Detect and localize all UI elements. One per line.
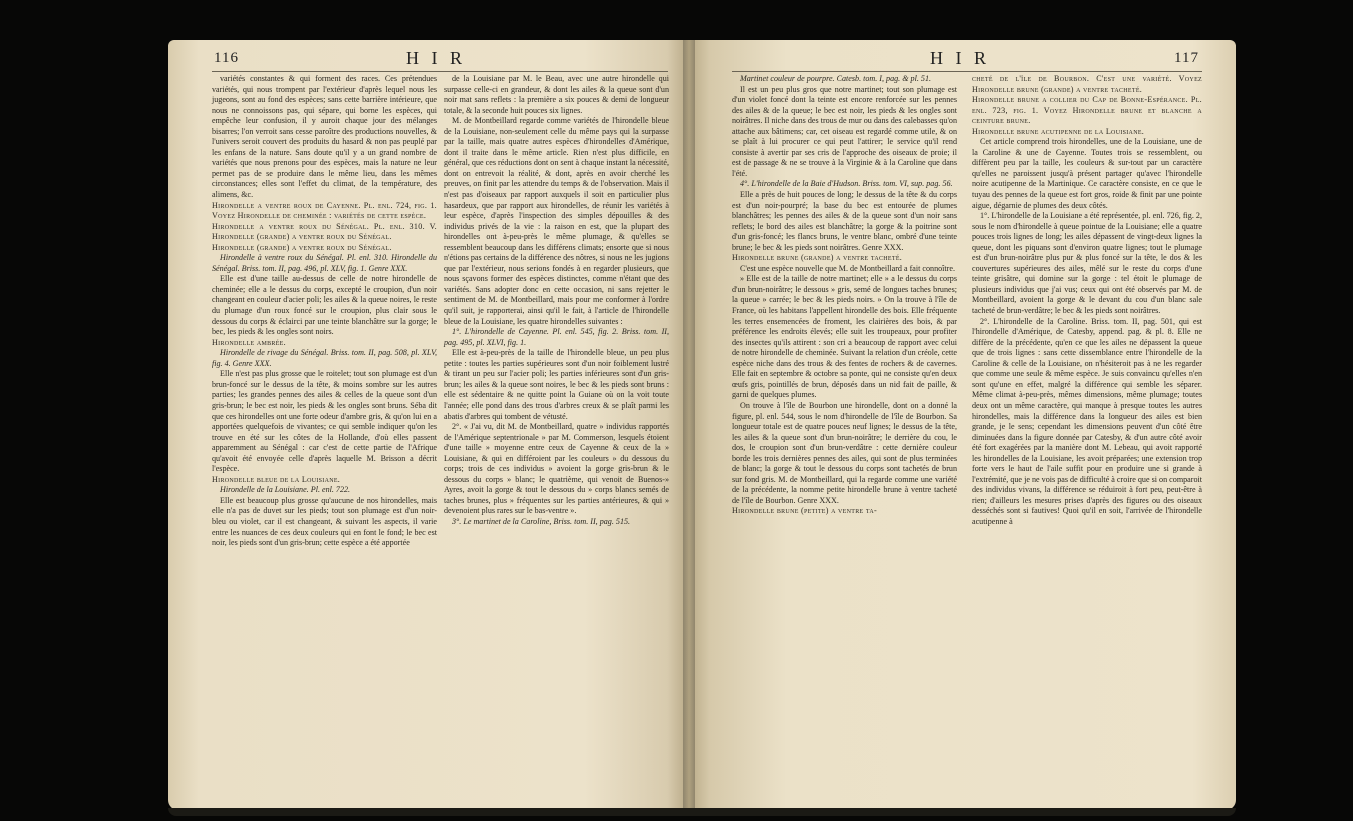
paragraph: C'est une espèce nouvelle que M. de Montbeillard a fait connoître. [740, 263, 955, 273]
citation: Hirondelle de la Louisiane. Pl. enl. 722. [220, 485, 351, 495]
paragraph: » Elle est de la taille de notre martinet; elle » a le dessus du corps d'un brun-noirâtre; le dessous » gris, semé de longues taches brunes; la queue » carrée; le bec & les pieds noirs. » On la trouve à l'île de France, où les habitans l'appellent hirondelle des bois. Elle fréquente les terres ensemencées de froment, les clairières des bois, & par préférence les endroits élevés; elle suit les troupeaux, pour profiter des insectes qu'ils attirent : son cri a beaucoup de rapport avec celui de notre hirondelle de cheminée. Suivant la relation d'un créole, cette espèce niche dans des trous & des fentes de rochers & de cavernes. Elle fait en septembre & octobre sa ponte, qui ne consiste qu'en deux œufs gris, pointillés de brun, déposés dans un nid fait de paille, & garni de quelques plumes. [732, 274, 957, 400]
citation: Martinet couleur de pourpre. Catesb. tom. I, pag. & pl. 51. [740, 74, 932, 83]
entry-heading: Hirondelle a ventre roux du Sénégal. Pl. enl. 310. V. Hirondelle (grande) a ventre roux du Sénégal. [212, 221, 437, 242]
page-number-right: 117 [1174, 50, 1199, 66]
paragraph: On trouve à l'île de Bourbon une hirondelle, dont on a donné la figure, pl. enl. 544, sous le nom d'hirondelle de l'île de Bourbon. Sa longueur totale est de quatre pouces neuf lignes; le dessus de la tête, les ailes & la queue sont d'un brun-noirâtre; le derrière du cou, le dos, le croupion sont d'un brun-verdâtre : cette dernière couleur borde les trois dernières pennes des ailes, qui sont de plus terminées de blanc; la gorge & tout le dessous du corps sont tachetés de brun sur fond gris. M. de Montbeillard, qui la regarde comme une variété de la précédente, la nomme petite hirondelle brune à ventre tacheté de l'île de Bourbon. Genre XXX. [732, 400, 957, 505]
right-page [688, 40, 1236, 810]
entry-heading: Hirondelle brune a collier du Cap de Bonne-Espérance. Pl. enl. 723, fig. 1. Voyez Hirondelle brune et blanche a ceinture brune. [972, 95, 1202, 126]
paragraph: Il est un peu plus gros que notre martinet; tout son plumage est d'un violet foncé dont la teinte est encore renforcée sur les pennes des ailes & de la queue; le bec est noir, les pieds & les ongles sont noirâtres. Il niche dans des trous de mur ou dans des calebasses qu'on attache aux bâtimens; car, cet oiseau est regardé comme utile, & on se plaît à lui procurer ce qui peut l'attirer; le service qu'il rend consiste à avertir par ses cris de l'approche des oiseaux de proie; il est de passage & ne se trouve à la Virginie & à la Caroline que dans l'été. [732, 84, 957, 178]
paragraph: 2°. L'hirondelle de la Caroline. Briss. tom. II, pag. 501, qui est l'hirondelle d'Amérique, de Catesby, append. pag. & pl. 8. Elle ne diffère de la précédente, qu'en ce que les ailes ne dépassent la queue que de trois lignes : sans cette dissemblance entre l'hirondelle de la Caroline & celle de la Louisiane, on n'hésiteroit pas à ne les regarder que comme une seule & même espèce. Je suis convaincu qu'elles n'en sont qu'une en effet, malgré la différence qui semble les séparer. Même climat à-peu-près, mêmes dimensions, même plumage; toutes deux ont un même caractère, qui manque à presque toutes les autres hirondelles, mais la différence dans la longueur des ailes est bien grande, je le sens; cependant les dimensions peuvent d'un côté être diminuées dans la figure donnée par Catesby, & d'un autre côté avoir été fort exagérées par la manière dont M. Lebeau, qui avoit rapporté les hirondelles de la Louisiane, les avoit préparées; une extension trop forte vers le haut de l'aile suffit pour en produire une si grande à l'extrémité, que je ne vois pas de difficulté à croire que si on comparoit des individus vivans, la différence se réduiroit à fort peu, peut-être à rien; d'ailleurs les mesures prises d'après des figures ou des oiseaux desséchés sont si fautives! Quoi qu'il en soit, l'arrivée de l'hirondelle acutipenne à [972, 316, 1202, 526]
citation: 1°. L'hirondelle de Cayenne. Pl. enl. 545, fig. 2. Briss. tom. II, pag. 495, pl. XLVI, fig. 1. [444, 327, 669, 347]
running-head-left: H I R [406, 48, 466, 68]
book-edge [168, 808, 1236, 816]
left-page-column-1 [212, 74, 437, 549]
page-number-left: 116 [214, 50, 239, 66]
citation: 3°. Le martinet de la Caroline, Briss. tom. II, pag. 515. [452, 516, 631, 526]
paragraph: Elle est beaucoup plus grosse qu'aucune de nos hirondelles, mais elle n'a pas de duvet sur les pieds; tout son plumage est d'un noir-bleu ou violet, car il est changeant, & suivant les aspects, il varie entre les nuances de ces deux couleurs qui en font le fond; le bec est noir, les pieds sont d'un gris-brun; cette espèce a été apportée [212, 495, 437, 548]
entry-heading: Hirondelle ambrée. [212, 337, 286, 347]
paragraph: Elle n'est pas plus grosse que le roitelet; tout son plumage est d'un brun-foncé sur le dessus de la tête, & moins sombre sur les autres parties; les grandes pennes des ailes & celles de la queue sont d'un gris-brun; le bec est noir, les pieds & les ongles sont bruns. Séba dit que ces hirondelles ont une forte odeur d'ambre gris, & qu'on lui en a apportées quelquefois de vivantes; ce qui semble indiquer qu'on les trouve en été sur les côtes de la Hollande, d'où elles passent apparemment au Sénégal : car c'est de cette partie de l'Afrique qu'avoit été envoyée celle d'après laquelle M. Brisson a décrit l'espèce. [212, 369, 437, 474]
entry-heading: Hirondelle a ventre roux de Cayenne. Pl. enl. 724, fig. 1. Voyez Hirondelle de cheminée : variétés de cette espèce. [212, 200, 437, 221]
book-gutter [683, 40, 695, 810]
header-rule-right [732, 71, 1202, 72]
right-page-column-2 [972, 74, 1202, 528]
paragraph: variétés constantes & qui forment des races. Ces prétendues variétés, qui nous trompent par l'extérieur d'après lequel nous les jugeons, sont au fond des espèces; sans cette barrière intérieure, que nous ne connoissons pas, qui sépare, qui borne les espèces, qui empêche leur confusion, il y auroit chaque jour des mélanges bisarres; l'on verroit sans cesse paroître des productions nouvelles, & l'univers seroit couvert des produits du hasard & non pas peuplé par les enfans de la nature. Sans doute qu'il y a un grand nombre de variétés que nous prenons pour des espèces, mais la nature ne leur permet pas de se produire dans le même lieu, dans les mêmes circonstances; elles sont l'effet du climat, de la température, des alimens, &c. [212, 74, 437, 200]
citation: Hirondelle à ventre roux du Sénégal. Pl. enl. 310. Hirondelle du Sénégal. Briss. tom. II, pag. 496, pl. XLV, fig. 1. Genre XXX. [212, 253, 437, 273]
paragraph: 2°. « J'ai vu, dit M. de Montbeillard, quatre » individus rapportés de l'Amérique septentrionale » par M. Commerson, lesquels étoient d'une taille » moyenne entre ceux de Cayenne & ceux de la » Louisiane, & qui en différoient par les couleurs » du dessous du corps; trois de ces individus » avoient la gorge gris-brun & le dessous du corps » blanc; le quatrième, qui venoit de Buenos-» Ayres, avoit la gorge & tout le dessous du » corps blancs semés de taches brunes, plus » fréquentes sur les parties antérieures, & qui » devenoient plus rares sur le bas-ventre ». [444, 422, 669, 516]
entry-heading: Hirondelle brune acutipenne de la Louisiane. [972, 126, 1145, 136]
open-book [168, 40, 1236, 810]
entry-heading: Hirondelle brune (petite) a ventre ta- [732, 506, 877, 516]
paragraph: 1°. L'hirondelle de la Louisiane a été représentée, pl. enl. 726, fig. 2, sous le nom d'hirondelle à queue pointue de la Louisiane; elle a quatre pouces trois lignes de long; les ailes dépassent de vingt-deux lignes la queue, dont les piquans sont d'environ quatre lignes; tout le plumage est d'un brun-noirâtre plus pur & plus foncé sur la tête, le dos & les couvertures supérieures des ailes, mêlé sur le reste du corps d'une teinte grisâtre, qui domine sur la gorge : tel étoit le plumage de plusieurs individus que j'ai vus; ceux qui ont été observés par M. de Montbeillard, avoient la gorge & le devant du cou d'un blanc sale tacheté de brun-verdâtre; le bec & les pieds sont noirâtres. [972, 211, 1202, 316]
running-head-right: H I R [930, 48, 990, 68]
header-rule-left [212, 71, 668, 72]
paragraph: Cet article comprend trois hirondelles, une de la Louisiane, une de la Caroline & une de Cayenne. Toutes trois se ressemblent, ou diffèrent peu par la taille, les couleurs & sur-tout par un caractère qu'elles ne paroissent jusqu'à présent partager qu'avec l'hirondelle noire acutipenne de la Martinique. Ce caractère consiste, en ce que le tuyau des pennes de la queue est fort gros, roide & finit par une pointe aigue, dégarnie de plumes des deux côtés. [972, 137, 1202, 210]
left-page-column-2 [444, 74, 669, 528]
citation: 4°. L'hirondelle de la Baie d'Hudson. Briss. tom. VI, sup. pag. 56. [740, 179, 953, 189]
entry-heading: Hirondelle bleue de la Louisiane. [212, 474, 341, 484]
paragraph: de la Louisiane par M. le Beau, avec une autre hirondelle qui surpasse celle-ci en grandeur, & dont les ailes & la queue sont d'un noir mat sans reflets : la première a six pouces & demi de longueur totale, & la seconde huit pouces six lignes. [444, 74, 669, 115]
paragraph: M. de Montbeillard regarde comme variétés de l'hirondelle bleue de la Louisiane, non-seulement celle du même pays qui la surpasse par la taille, mais quatre autres espèces d'hirondelles d'Amérique, dont il traite dans le même article. Rien n'est plus difficile, en général, que ces réductions dont on sent à chaque instant la nécessité, dont on entrevoit la réalité, & dont, après en avoir cherché les preuves, on finit par les attendre du temps & de l'observation. Mais il n'est pas d'oiseaux par rapport auxquels il soit en particulier plus hasardeux, que par rapport aux hirondelles, de réunir les variétés à leur espèce, d'après l'inspection des simples dépouilles & des individus privés de la vie : la raison en est, que la plupart des hirondelles ont à-peu-près le même plumage, & qu'elles se ressemblent beaucoup dans les différens climats; ensorte que si nous n'étions pas certains de la différence des nôtres, si nous ne les jugions que par l'extérieur, nous serions fondés à en regarder plusieurs, que nous sçavons former des espèces distinctes, comme n'étant que des variétés. Sans adopter donc en cette occasion, ni sans rejetter le sentiment de M. de Montbeillard, mais pour me conformer à l'ordre qu'il suit, je rapporterai, ainsi qu'il le fait, à l'article de l'hirondelle bleue de la Louisiane, les quatre hirondelles suivantes : [444, 116, 669, 326]
entry-heading: Hirondelle brune (grande) a ventre tacheté. [732, 253, 903, 263]
right-page-column-1 [732, 74, 957, 517]
entry-heading: cheté de l'île de Bourbon. C'est une variété. Voyez Hirondelle brune (grande) a ventre tacheté. [972, 74, 1202, 94]
left-page [168, 40, 688, 810]
paragraph: Elle est d'une taille au-dessus de celle de notre hirondelle de cheminée; elle a le dessus du corps, excepté le croupion, d'un noir changeant en couleur d'acier poli; les ailes & la queue noires, le reste du plumage d'un roux foncé sur le croupion, plus clair sous le dessous du corps & éclairci par une teinte blanchâtre sur la gorge; le bec, les pieds & les ongles sont noirs. [212, 274, 437, 337]
entry-heading: Hirondelle (grande) a ventre roux du Sénégal. [212, 242, 392, 252]
citation: Hirondelle de rivage du Sénégal. Briss. tom. II, pag. 508, pl. XLV, fig. 4. Genre XXX. [212, 348, 437, 368]
paragraph: Elle a près de huit pouces de long; le dessus de la tête & du corps est d'un noir-pourpré; la base du bec est entourée de plumes blanchâtres; les pennes des ailes & de la queue sont d'un noir sans reflets; le bord des ailes est blanchâtre; la gorge & la poitrine sont d'un gris-foncé; les flancs bruns, le ventre blanc, ombré d'une teinte brune; le bec & les pieds sont noirâtres. Genre XXX. [732, 190, 957, 252]
paragraph: Elle est à-peu-près de la taille de l'hirondelle bleue, un peu plus petite : toutes les parties supérieures sont d'un noir foiblement lustré & tirant un peu sur l'acier poli; les parties inférieures sont d'un gris-brun; les ailes & la queue sont noires, le bec & les pieds sont bruns : elle est sédentaire & ne quitte point la Guiane où on la voit toute l'année; elle pond dans des trous d'arbres creux & se plaît parmi les abatis d'arbres qui tombent de vétusté. [444, 348, 669, 421]
